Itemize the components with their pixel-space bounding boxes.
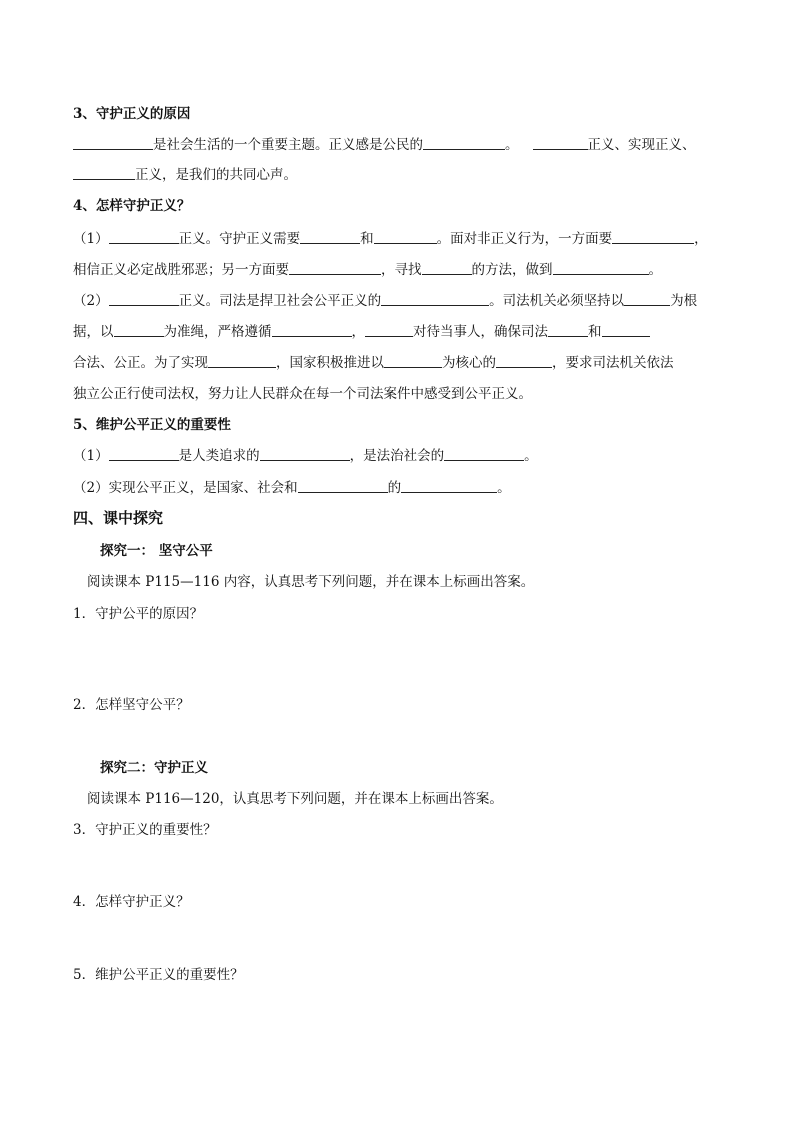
text-segment: ，寻找 <box>381 262 422 278</box>
section-4-title: 4、怎样守护正义？ <box>73 198 191 214</box>
fill-blank[interactable] <box>422 261 472 275</box>
fill-blank[interactable] <box>381 292 489 306</box>
text-segment: ， <box>351 324 365 340</box>
text-segment: 的方法，做到 <box>471 262 553 278</box>
section-4-p2-line-4: 独立公正行使司法权，努力让人民群众在每一个司法案件中感受到公平正义。 <box>73 386 532 402</box>
fill-blank[interactable] <box>73 136 153 150</box>
question-4: 4．怎样守护正义？ <box>73 894 190 910</box>
text-segment: 正义。守护正义需要 <box>178 231 301 247</box>
fill-blank[interactable] <box>553 261 649 275</box>
text-segment: 和 <box>360 231 374 247</box>
section-4-p1-line-1 <box>73 230 708 248</box>
section-4-p1-line-2 <box>73 261 662 279</box>
text-segment: 是社会生活的一个重要主题。正义感是公民的 <box>153 137 423 153</box>
text-segment: 。司法机关必须坚持以 <box>489 293 625 309</box>
text-segment: 是人类追求的 <box>178 448 260 464</box>
fill-blank[interactable] <box>533 136 588 150</box>
fill-blank[interactable] <box>298 479 388 493</box>
text-segment: 。 <box>497 480 511 496</box>
fill-blank[interactable] <box>300 230 360 244</box>
fill-blank[interactable] <box>289 261 381 275</box>
text-segment: （1） <box>73 448 109 464</box>
text-segment: 对待当事人，确保司法 <box>413 324 548 340</box>
text-segment: 为根 <box>670 293 698 309</box>
fill-blank[interactable] <box>602 323 650 337</box>
text-segment: 的 <box>387 480 402 496</box>
fill-blank[interactable] <box>374 230 437 244</box>
explore-1-title: 探究一： 坚守公平 <box>100 543 213 559</box>
text-segment: ，是法治社会的 <box>349 448 445 464</box>
fill-blank[interactable] <box>208 354 276 368</box>
fill-blank[interactable] <box>73 166 135 180</box>
fill-blank[interactable] <box>109 447 179 461</box>
fill-blank[interactable] <box>423 136 505 150</box>
section-5-line-1 <box>73 447 538 465</box>
text-segment: 和 <box>588 324 602 340</box>
fill-blank[interactable] <box>272 323 352 337</box>
fill-blank[interactable] <box>548 323 588 337</box>
text-segment: （1） <box>73 231 109 247</box>
fill-blank[interactable] <box>401 479 497 493</box>
section-4-p2-line-2 <box>73 323 650 341</box>
text-segment: 。面对非正义行为，一方面要 <box>436 231 613 247</box>
section-4-p2-line-3 <box>73 354 674 372</box>
section-5-title: 5、维护公平正义的重要性 <box>73 417 231 433</box>
section-4-p2-line-1 <box>73 292 697 310</box>
fill-blank[interactable] <box>612 230 694 244</box>
fill-blank[interactable] <box>496 354 552 368</box>
section-3-line-2 <box>73 166 297 184</box>
text-segment: ，国家积极推进以 <box>276 355 384 371</box>
fill-blank[interactable] <box>109 230 179 244</box>
question-5: 5．维护公平正义的重要性？ <box>73 967 244 983</box>
fill-blank[interactable] <box>365 323 413 337</box>
explore-1-instruction: 阅读课本 P115—116 内容，认真思考下列问题，并在课本上标画出答案。 <box>87 574 535 590</box>
section-3-title: 3、守护正义的原因 <box>73 106 191 122</box>
text-segment: 为核心的 <box>442 355 496 371</box>
question-1: 1．守护公平的原因？ <box>73 606 204 622</box>
question-2: 2．怎样坚守公平？ <box>73 697 190 713</box>
text-segment: 相信正义必定战胜邪恶；另一方面要 <box>73 262 289 278</box>
text-segment: 据，以 <box>73 324 114 340</box>
question-3: 3．守护正义的重要性？ <box>73 822 217 838</box>
fill-blank[interactable] <box>114 323 164 337</box>
text-segment: 。 <box>524 448 538 464</box>
fill-blank[interactable] <box>109 292 179 306</box>
explore-2-title: 探究二：守护正义 <box>100 760 208 776</box>
text-segment: ， <box>694 231 708 247</box>
section-4-heading: 四、课中探究 <box>73 509 164 527</box>
text-segment: ，要求司法机关依法 <box>552 355 674 371</box>
section-3-line-1 <box>73 136 696 154</box>
text-segment: 。 <box>648 262 662 278</box>
text-segment: 正义。司法是捍卫社会公平正义的 <box>178 293 382 309</box>
text-segment: 正义、实现正义、 <box>587 137 696 153</box>
text-segment: （2）实现公平正义，是国家、社会和 <box>73 480 298 496</box>
text-segment: （2） <box>73 293 109 309</box>
text-segment: 为准绳，严格遵循 <box>163 324 272 340</box>
section-5-line-2 <box>73 479 511 497</box>
explore-2-instruction: 阅读课本 P116—120，认真思考下列问题，并在课本上标画出答案。 <box>87 791 503 807</box>
text-segment: 。 <box>505 137 519 153</box>
fill-blank[interactable] <box>624 292 670 306</box>
text-segment: 合法、公正。为了实现 <box>73 355 208 371</box>
text-segment: 正义，是我们的共同心声。 <box>135 167 297 183</box>
fill-blank[interactable] <box>260 447 350 461</box>
fill-blank[interactable] <box>384 354 442 368</box>
fill-blank[interactable] <box>444 447 524 461</box>
